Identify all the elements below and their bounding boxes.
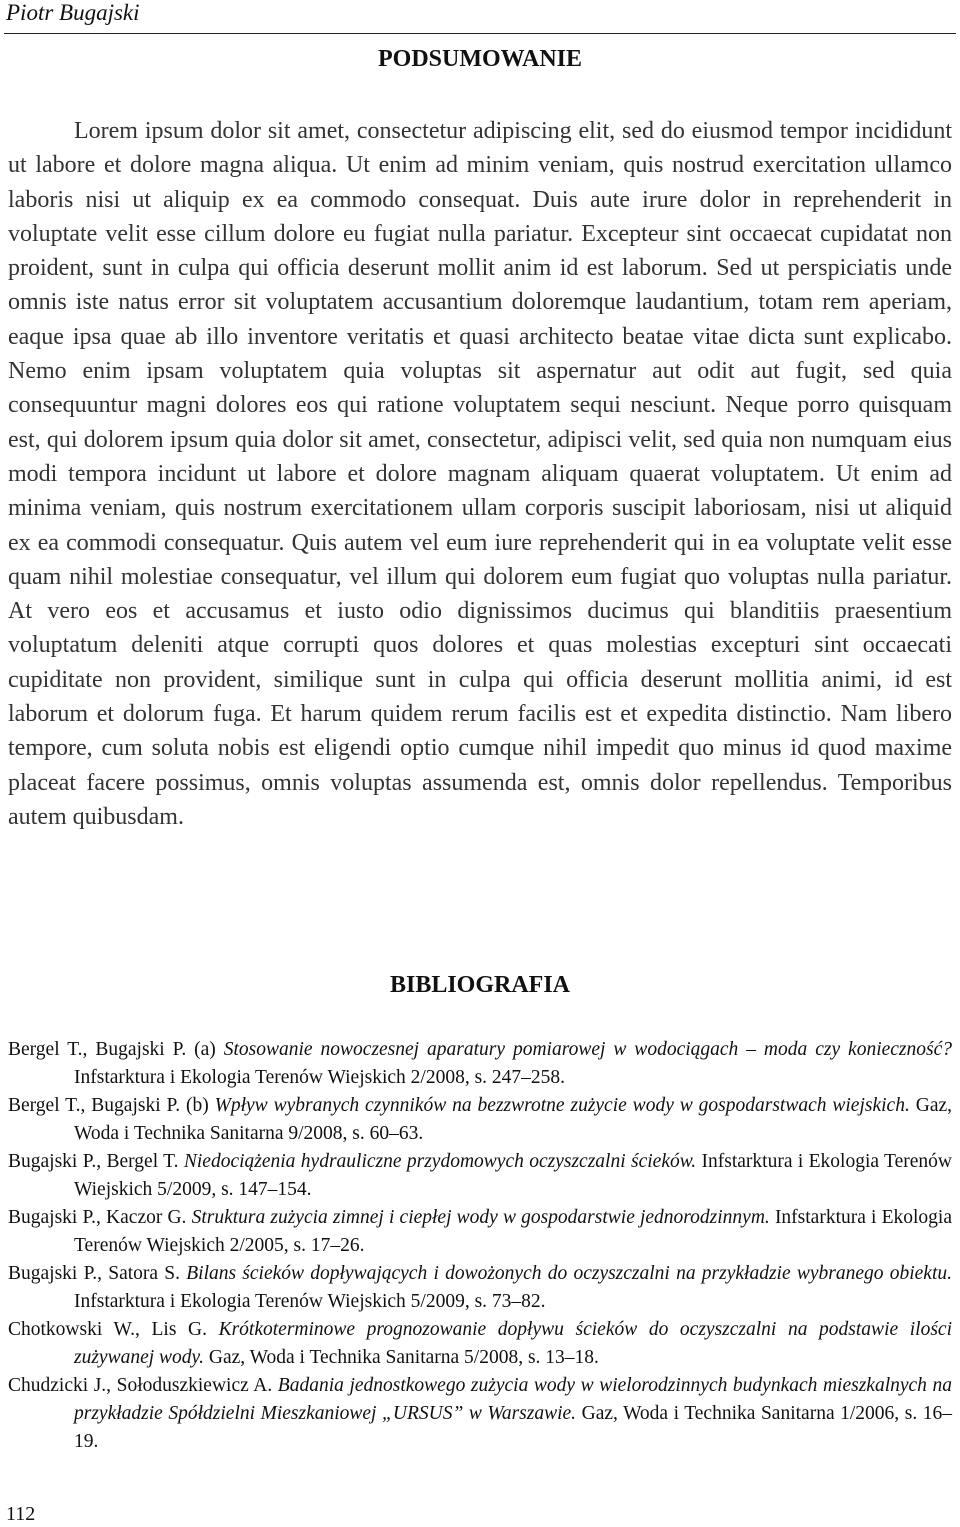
summary-paragraph bbox=[8, 114, 952, 834]
summary-line: vel illum qui dolorem eum fugiat quo voluptas nulla pariatur. At vero eos et bbox=[8, 563, 953, 625]
entry-authors: Chudzicki J., Sołoduszkiewicz A. bbox=[8, 1375, 273, 1396]
bibliography-entry bbox=[8, 1092, 952, 1148]
entry-source: Infstarktura i Ekologia Terenów Wiejskich 2/2008, s. 247–258. bbox=[74, 1067, 566, 1088]
page-number: 112 bbox=[6, 1503, 36, 1525]
summary-line: accusamus et iusto odio dignissimos ducimus qui blanditiis praesentium voluptatum bbox=[8, 598, 952, 659]
bibliography-entry bbox=[8, 1260, 952, 1316]
summary-line: laboriosam, nisi ut aliquid ex ea commodi consequatur. Quis autem vel eum iure bbox=[8, 495, 953, 556]
summary-line: voluptas assumenda est, omnis dolor repellendus. Temporibus autem quibusdam. bbox=[8, 769, 952, 830]
summary-line: quia dolor sit amet, consectetur, adipisci velit, sed quia non numquam eius bbox=[234, 426, 952, 453]
summary-line: animi, id est laborum et dolorum fuga. Et harum quidem rerum facilis est et bbox=[8, 666, 953, 728]
entry-source: Gaz, Woda i Technika Sanitarna 9/2008, s. 60–63. bbox=[74, 1095, 953, 1144]
entry-title: Wpływ wybranych czynników na bezzwrotne zużycie wody w gospodarstwach wiejskich. bbox=[214, 1095, 910, 1116]
entry-title: Bilans ścieków dopływających i dowożonych do oczyszczalni na przykładzie wybranego obiektu. bbox=[186, 1263, 953, 1284]
summary-heading: PODSUMOWANIE bbox=[377, 46, 582, 72]
summary-line: rem aperiam, eaque ipsa quae ab illo inventore veritatis et quasi architecto bbox=[8, 289, 953, 350]
entry-title: Stosowanie nowoczesnej aparatury pomiarowej w wodociągach – moda czy konieczność? bbox=[223, 1039, 953, 1060]
entry-authors: Chotkowski W., Lis G. bbox=[8, 1319, 207, 1340]
entry-title: Krótkoterminowe prognozowanie dopływu ścieków do oczyszczalni na podstawie ilości zużywanej wody. bbox=[74, 1319, 952, 1368]
summary-line: deleniti atque corrupti quos dolores et quas molestias excepturi sint occaecati bbox=[131, 632, 953, 659]
entry-title: Niedociążenia hydrauliczne przydomowych oczyszczalni ścieków. bbox=[183, 1151, 697, 1172]
summary-line: expedita distinctio. Nam libero tempore, cum soluta nobis est eligendi optio bbox=[8, 701, 953, 762]
entry-authors: Bergel T., Bugajski P. (a) bbox=[8, 1039, 216, 1060]
summary-line: ratione voluptatem sequi nesciunt. Neque porro quisquam est, qui dolorem ipsum bbox=[8, 392, 953, 453]
summary-line: Ut enim ad minima veniam, quis nostrum exercitationem ullam corporis suscipit bbox=[8, 460, 953, 522]
summary-line: culpa qui officia deserunt mollit anim id est laborum. Sed ut perspiciatis unde bbox=[177, 255, 953, 282]
entry-title: Badania jednostkowego zużycia wody w wielorodzinnych budynkach mieszkalnych na przykładzie Spółdzielni Mieszkaniowej „URSUS” w Warszawie. bbox=[74, 1375, 953, 1424]
summary-line: modi tempora incidunt ut labore et dolore magnam aliquam quaerat voluptatem. bbox=[8, 460, 825, 487]
summary-line: nostrud exercitation ullamco laboris nisi ut aliquip ex ea commodo consequat. bbox=[8, 152, 952, 213]
summary-line: fugiat nulla pariatur. Excepteur sint occaecat cupidatat non proident, sunt in bbox=[8, 220, 952, 282]
summary-line: cumque nihil impedit quo minus id quod maxime placeat facere possimus, omnis bbox=[8, 735, 953, 796]
bibliography-entry bbox=[8, 1148, 952, 1204]
header-rule bbox=[4, 33, 956, 34]
summary-line: incididunt ut labore et dolore magna aliqua. Ut enim ad minim veniam, quis bbox=[8, 118, 953, 179]
summary-line: omnis iste natus error sit voluptatem accusantium doloremque laudantium, totam bbox=[8, 289, 814, 316]
summary-line: reprehenderit qui in ea voluptate velit esse quam nihil molestiae consequatur, bbox=[8, 529, 952, 590]
summary-line: Lorem ipsum dolor sit amet, consectetur adipiscing elit, sed do eiusmod tempor bbox=[74, 118, 848, 144]
bibliography-entry bbox=[8, 1372, 952, 1456]
bibliography-entry bbox=[8, 1316, 952, 1372]
entry-source: Gaz, Woda i Technika Sanitarna 1/2006, s. 16–19. bbox=[74, 1403, 952, 1452]
summary-line: cupiditate non provident, similique sunt in culpa qui officia deserunt mollitia bbox=[8, 666, 809, 693]
entry-authors: Bugajski P., Kaczor G. bbox=[8, 1207, 187, 1228]
bibliography-entry bbox=[8, 1204, 952, 1260]
running-header-author: Piotr Bugajski bbox=[6, 0, 140, 25]
entry-title: Struktura zużycia zimnej i ciepłej wody w gospodarstwie jednorodzinnym. bbox=[191, 1207, 770, 1228]
entry-source: Gaz, Woda i Technika Sanitarna 5/2008, s. 13–18. bbox=[208, 1347, 599, 1368]
summary-line: aspernatur aut odit aut fugit, sed quia consequuntur magni dolores eos qui bbox=[8, 358, 952, 419]
entry-source: Infstarktura i Ekologia Terenów Wiejskich 5/2009, s. 147–154. bbox=[74, 1151, 952, 1200]
bibliography-heading: BIBLIOGRAFIA bbox=[389, 972, 571, 998]
entry-source: Infstarktura i Ekologia Terenów Wiejskich 2/2005, s. 17–26. bbox=[74, 1207, 952, 1256]
summary-line: Duis aute irure dolor in reprehenderit in voluptate velit esse cillum dolore eu bbox=[8, 186, 953, 247]
entry-source: Infstarktura i Ekologia Terenów Wiejskich 5/2009, s. 73–82. bbox=[74, 1291, 546, 1312]
entry-authors: Bergel T., Bugajski P. (b) bbox=[8, 1095, 209, 1116]
entry-authors: Bugajski P., Bergel T. bbox=[8, 1151, 179, 1172]
entry-authors: Bugajski P., Satora S. bbox=[8, 1263, 180, 1284]
summary-line: beatae vitae dicta sunt explicabo. Nemo enim ipsam voluptatem quia voluptas sit bbox=[8, 323, 953, 385]
bibliography-entry bbox=[8, 1036, 952, 1092]
bibliography-list bbox=[8, 1036, 952, 1456]
